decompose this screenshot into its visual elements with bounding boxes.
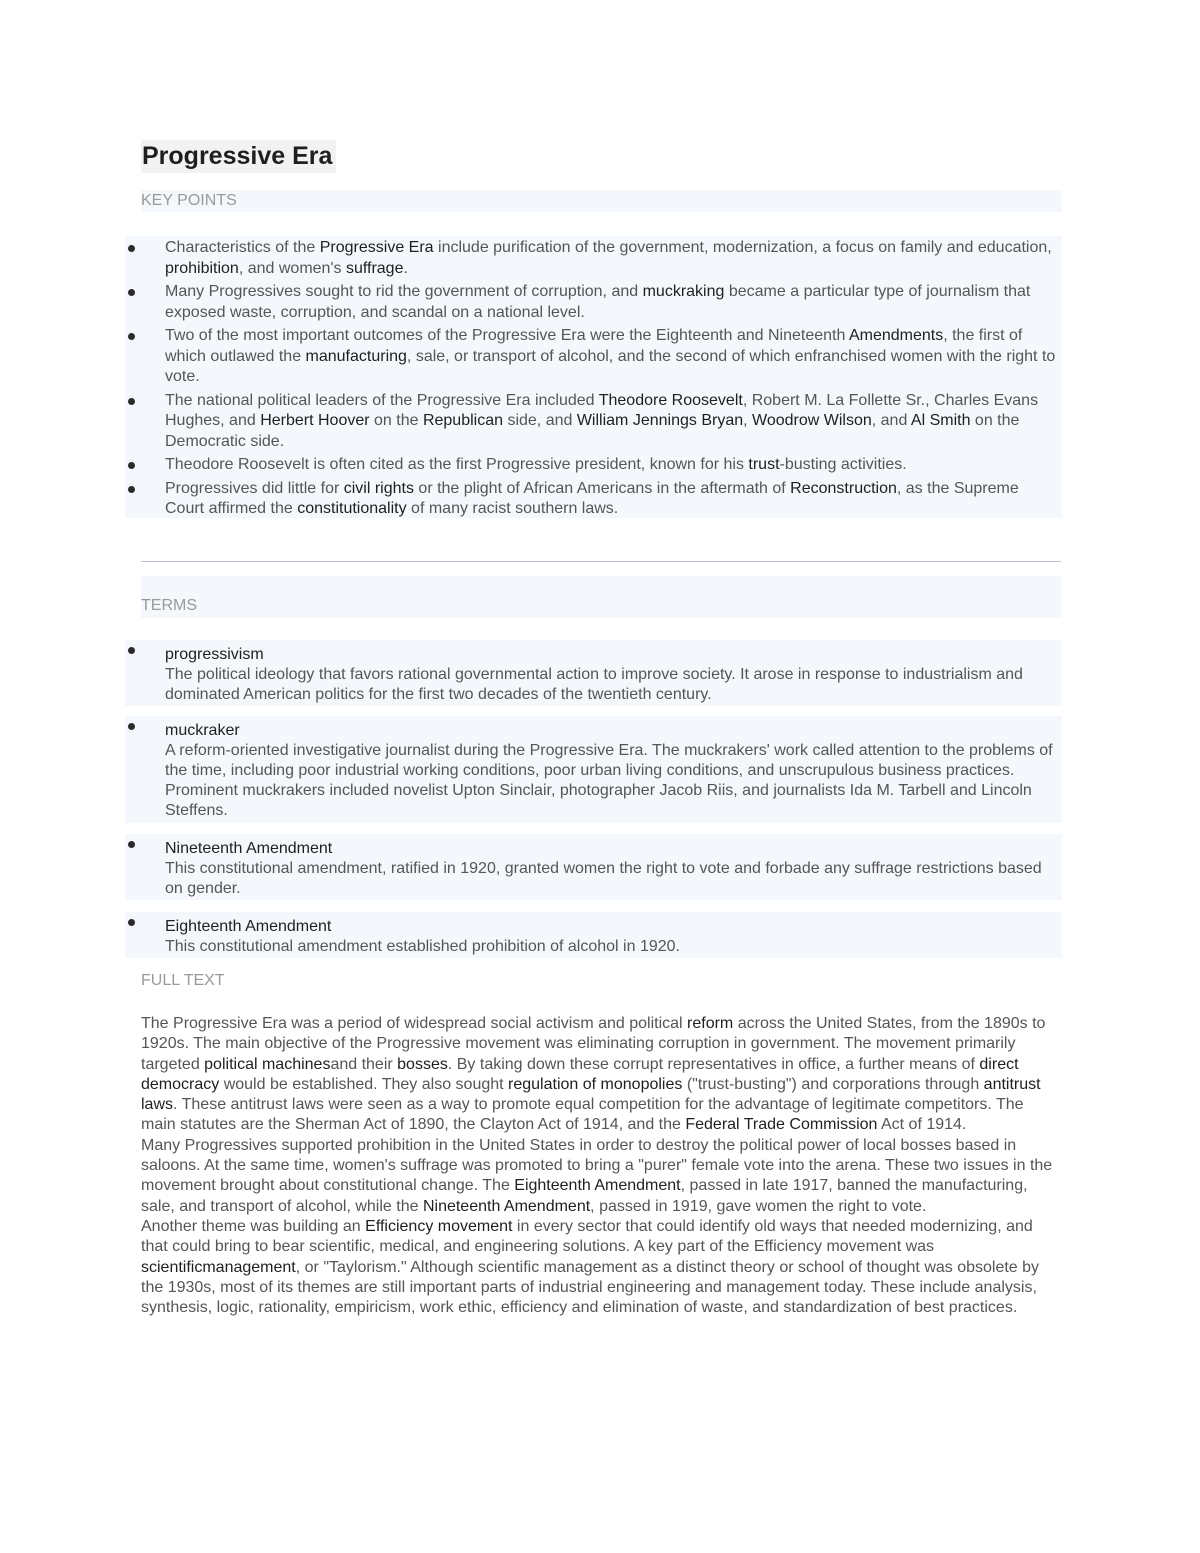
full-text-text: , or "Taylorism." Although scientific management as a distinct theory or school of thought was obsolete by the 1930s, most of its themes are still important parts of industrial engineering and management today. These include analysis, synthesis, logic, rationality, empiricism, work ethic, efficiency and elimination of waste, and standardization of best practices.: [141, 1258, 1040, 1317]
terms-heading-label: TERMS: [141, 597, 197, 614]
key-point-text: Theodore Roosevelt is often cited as the first Progressive president, known for his: [165, 456, 749, 473]
full-text-text: . By taking down these corrupt representatives in office, a further means of: [447, 1055, 980, 1073]
key-point-highlight: Progressive Era: [319, 239, 434, 256]
full-text-highlight: scientificmanagement: [141, 1258, 296, 1276]
key-point-text: or the plight of African Americans in the aftermath of: [413, 479, 791, 497]
key-point-highlight: manufacturing: [305, 347, 407, 365]
key-points-heading: [141, 190, 1062, 212]
full-text-highlight: Efficiency movement: [365, 1217, 513, 1235]
key-point-highlight: prohibition: [165, 259, 239, 277]
key-point-highlight: civil rights: [343, 479, 414, 497]
key-point-text: , sale, or transport of alcohol, and the second of which enfranchised women with the right to vote.: [165, 347, 1056, 385]
key-point-highlight: trust: [748, 456, 780, 473]
full-text-highlight: Federal Trade Commission: [685, 1116, 878, 1134]
key-points-box: [125, 236, 1062, 518]
term-name: Eighteenth Amendment: [165, 918, 332, 935]
key-point-highlight: constitutionality: [297, 500, 407, 517]
full-text-highlight: political machines: [204, 1055, 331, 1073]
full-text-highlight: Nineteenth Amendment: [422, 1197, 591, 1215]
key-points-heading-label: KEY POINTS: [141, 192, 237, 209]
key-point-text: on the: [369, 412, 423, 429]
key-point-text: Characteristics of the: [165, 239, 320, 256]
term-item: [125, 834, 1062, 900]
key-point-item: [125, 238, 1058, 279]
full-text-text: Many Progressives supported prohibition in the United States in order to destroy the political power of local bosses based in saloons. At the same time, women's suffrage was promoted to bring a "purer" female vote into the arena. These two issues in the movement brought about constitutional change. The: [141, 1136, 1053, 1195]
term-item: [125, 640, 1062, 706]
key-point-text: Many Progressives sought to rid the government of corruption, and: [165, 283, 643, 300]
full-text-text: across the United States, from the 1890s to 1920s. The main objective of the Progressive movement was eliminating corruption in government. The movement primarily targeted: [141, 1015, 1046, 1073]
key-point-text: of many racist southern laws.: [406, 500, 619, 517]
key-point-item: [125, 479, 1058, 520]
key-point-text: side, and: [503, 412, 577, 429]
key-point-item: [125, 326, 1058, 388]
key-point-highlight: Reconstruction: [790, 479, 897, 497]
key-point-highlight: Amendments: [848, 327, 944, 344]
full-text-highlight: regulation of monopolies: [508, 1075, 683, 1093]
term-name: muckraker: [165, 722, 240, 739]
term-item: [125, 716, 1062, 823]
full-text-heading: [141, 968, 1062, 994]
key-point-text: Progressives did little for: [165, 479, 344, 497]
key-point-text: .: [403, 259, 408, 277]
full-text-text: in every sector that could identify old ways that needed modernizing, and that could bring to bear scientific, medical, and engineering solutions. A key part of the Efficiency movement was: [141, 1217, 1033, 1256]
key-point-text: , and: [871, 412, 911, 429]
full-text-highlight: antitrust laws: [141, 1075, 1041, 1114]
key-point-text: , as the Supreme Court affirmed the: [165, 479, 1019, 517]
full-text-paragraph: [141, 1136, 1061, 1217]
full-text-text: would be established. They also sought: [219, 1075, 509, 1093]
term-definition: The political ideology that favors rational governmental action to improve society. It arose in response to industrialism and dominated American politics for the first two decades of the twentieth century.: [165, 666, 1023, 703]
full-text-text: and their: [330, 1055, 398, 1073]
term-name: progressivism: [165, 646, 264, 663]
full-text-paragraph: [141, 1014, 1061, 1136]
full-text-highlight: reform: [687, 1015, 734, 1032]
key-point-item: [125, 455, 1058, 476]
key-points-list: [125, 236, 1062, 520]
section-divider: [141, 561, 1061, 562]
full-text-text: , passed in 1919, gave women the right to vote.: [590, 1197, 927, 1215]
term-definition: A reform-oriented investigative journalist during the Progressive Era. The muckrakers' work called attention to the problems of the time, including poor industrial working conditions, poor urban living conditions, and unscrupulous business practices. Prominent muckrakers included novelist Upton Sinclair, photographer Jacob Riis, and journalists Ida M. Tarbell and Lincoln Steffens.: [165, 742, 1053, 819]
page-title: Progressive Era: [141, 140, 336, 173]
key-point-item: [125, 391, 1058, 453]
full-text-heading-label: FULL TEXT: [141, 972, 225, 989]
full-text-highlight: Eighteenth Amendment: [514, 1177, 681, 1195]
key-point-text: The national political leaders of the Progressive Era included: [165, 391, 599, 409]
key-point-text: Two of the most important outcomes of the Progressive Era were the Eighteenth and Nineteenth: [165, 327, 849, 344]
full-text-text: Act of 1914.: [877, 1116, 967, 1134]
key-point-highlight: Herbert Hoover: [260, 412, 370, 429]
full-text-paragraph: [141, 1217, 1061, 1318]
key-point-text: , the first of which outlawed the: [165, 327, 1023, 365]
key-point-highlight: suffrage: [345, 259, 404, 277]
key-point-text: , Robert M. La Follette Sr., Charles Evans Hughes, and: [165, 391, 1039, 429]
key-point-text: , and women's: [238, 259, 346, 277]
full-text-text: ("trust-busting") and corporations through: [682, 1075, 984, 1093]
terms-heading: [141, 576, 1062, 618]
full-text-text: , passed in late 1917, banned the manufacturing, sale, and transport of alcohol, while the: [141, 1177, 1028, 1215]
full-text-body: [141, 1014, 1061, 1318]
full-text-highlight: bosses: [397, 1055, 448, 1073]
key-point-highlight: William Jennings Bryan: [576, 412, 744, 429]
full-text-text: The Progressive Era was a period of widespread social activism and political: [141, 1015, 688, 1032]
full-text-text: . These antitrust laws were seen as a way to promote equal competition for the advantage of legitimate competitors. The main statutes are the Sherman Act of 1890, the Clayton Act of 1914, and the: [141, 1096, 1024, 1134]
term-item: [125, 912, 1062, 958]
term-definition: This constitutional amendment, ratified in 1920, granted women the right to vote and forbade any suffrage restrictions based on gender.: [165, 860, 1042, 897]
full-text-highlight: direct democracy: [141, 1055, 1019, 1093]
key-point-text: -busting activities.: [779, 456, 907, 473]
term-name: Nineteenth Amendment: [165, 840, 333, 857]
key-point-text: on the Democratic side.: [165, 412, 1020, 450]
key-point-text: became a particular type of journalism that exposed waste, corruption, and scandal on a national level.: [165, 283, 1031, 321]
key-point-item: [125, 282, 1058, 323]
key-point-highlight: Woodrow Wilson: [752, 412, 872, 429]
key-point-text: ,: [743, 412, 752, 429]
key-point-highlight: muckraking: [642, 283, 725, 300]
term-definition: This constitutional amendment established prohibition of alcohol in 1920.: [165, 938, 680, 955]
key-point-highlight: Republican: [422, 412, 503, 429]
key-point-text: include purification of the government, modernization, a focus on family and education,: [433, 239, 1052, 256]
full-text-text: Another theme was building an: [141, 1217, 366, 1235]
key-point-highlight: Theodore Roosevelt: [598, 391, 743, 409]
key-point-highlight: Al Smith: [910, 412, 971, 429]
